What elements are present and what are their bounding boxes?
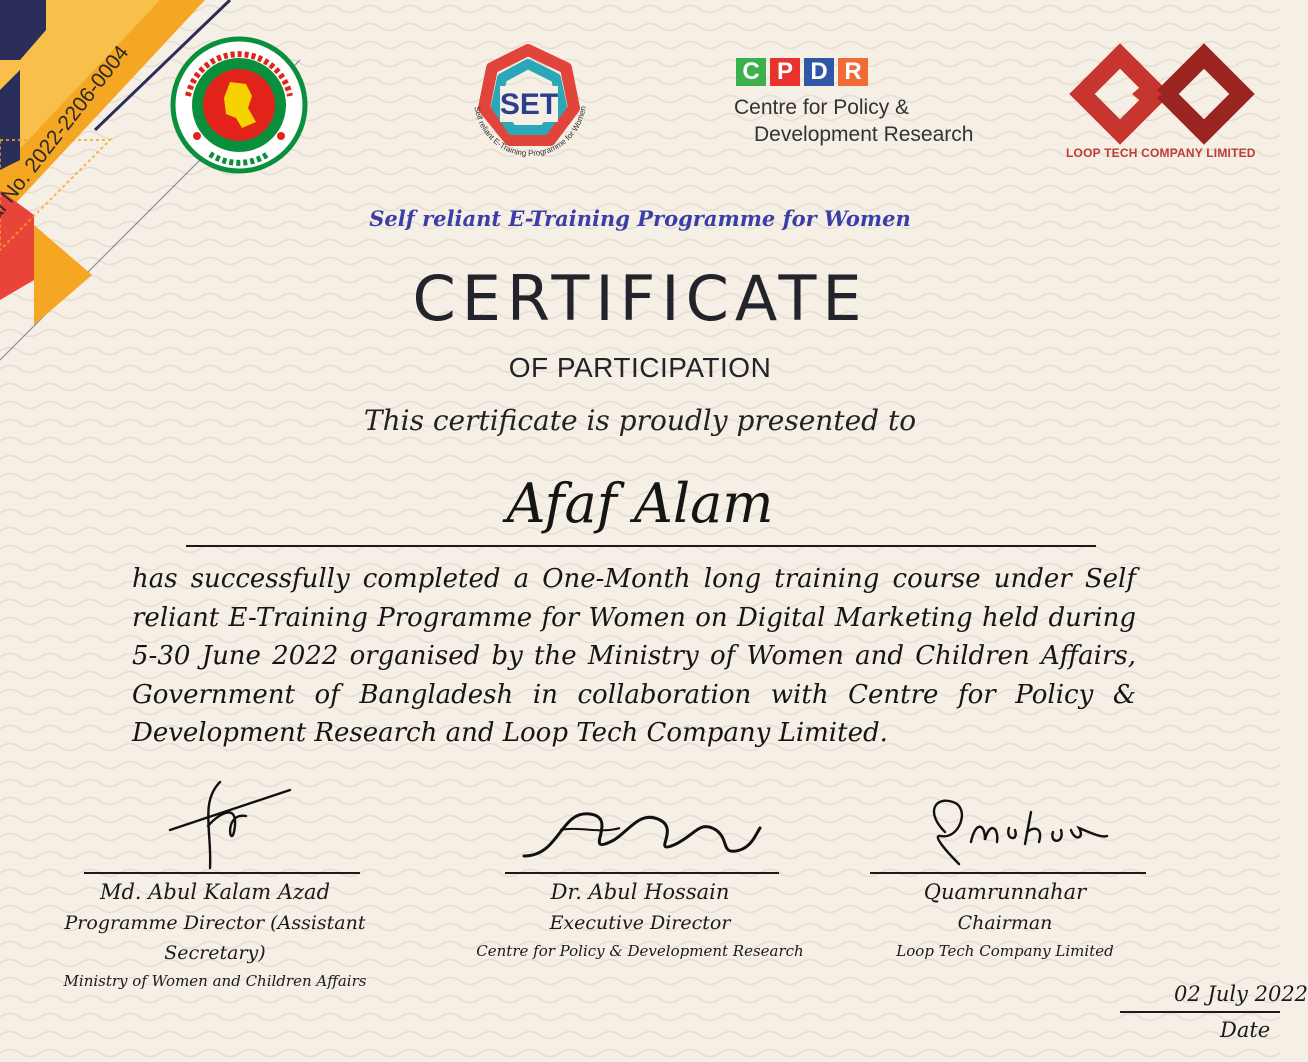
signatory-3-name: Quamrunnahar	[923, 880, 1087, 904]
signature-line-2	[505, 872, 779, 874]
set-logo-ring-text: Self reliant E-Training Programme for Women	[472, 105, 588, 159]
cpdr-line-2: Development Research	[754, 123, 974, 146]
programme-line: Self reliant E-Training Programme for Women	[369, 206, 911, 231]
signatory-2-name: Dr. Abul Hossain	[550, 880, 730, 904]
presented-line: This certificate is proudly presented to	[363, 404, 917, 437]
signatory-2	[460, 876, 820, 964]
signature-line-3	[870, 872, 1146, 874]
signatory-3	[850, 876, 1160, 964]
certificate-title: CERTIFICATE	[412, 262, 868, 335]
set-programme-logo	[462, 42, 596, 172]
date-label: Date	[1220, 1018, 1271, 1042]
signatory-2-role: Executive Director	[549, 912, 731, 934]
certificate-subtitle: OF PARTICIPATION	[508, 352, 772, 383]
cpdr-logo	[734, 58, 1024, 148]
cpdr-letter-d: D	[804, 58, 834, 86]
signatory-3-role: Chairman	[957, 912, 1053, 934]
signature-2-drawing	[520, 800, 770, 870]
recipient-name: Afaf Alam	[506, 472, 774, 535]
date-line	[1120, 1011, 1280, 1013]
loop-tech-mark-icon	[1062, 46, 1262, 142]
set-logo-mark: SET	[499, 88, 559, 121]
signature-3-drawing	[915, 792, 1115, 872]
signatory-1-org: Ministry of Women and Children Affairs	[63, 972, 367, 990]
signatory-1-role: Programme Director (Assistant Secretary)	[64, 912, 366, 964]
cpdr-letter-p: P	[770, 58, 800, 86]
date-value: 02 July 2022	[1174, 982, 1308, 1006]
signatory-1	[20, 876, 410, 994]
signature-line-1	[84, 872, 360, 874]
loop-tech-caption: LOOP TECH COMPANY LIMITED	[1066, 146, 1256, 160]
signature-1-drawing	[160, 772, 300, 872]
recipient-underline	[186, 545, 1096, 547]
government-emblem-logo	[170, 36, 308, 174]
signatory-2-org: Centre for Policy & Development Research	[476, 942, 804, 960]
loop-tech-logo	[1062, 46, 1262, 166]
cpdr-letter-r: R	[838, 58, 868, 86]
certificate-body: has successfully completed a One-Month long training course under Self reliant E-Training Programme for Women on Digital Marketing held during 5-30 June 2022 organised by the Ministry of Women and Children Affairs, Government of Bangladesh in collaboration with Centre for Policy & Development Research and Loop Tech Company Limited.	[132, 564, 1136, 748]
signatory-3-org: Loop Tech Company Limited	[896, 942, 1114, 960]
cpdr-letter-c: C	[736, 58, 766, 86]
cpdr-line-1: Centre for Policy &	[734, 96, 910, 119]
signatory-1-name: Md. Abul Kalam Azad	[99, 880, 331, 904]
